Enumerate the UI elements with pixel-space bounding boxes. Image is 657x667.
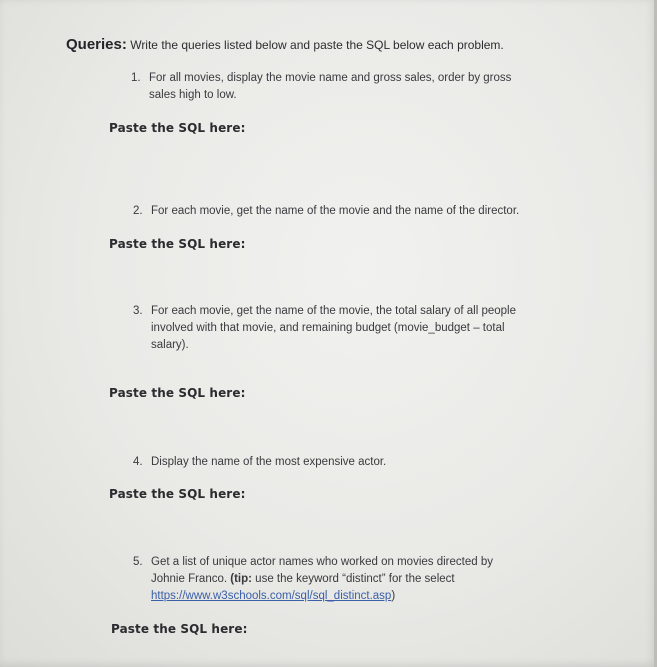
item-number: 5. <box>133 556 143 568</box>
item-text-line-1: Get a list of unique actor names who worked on movies directed by <box>151 556 493 568</box>
paste-sql-label-2: Paste the SQL here: <box>109 237 246 251</box>
item-text-line-3: salary). <box>151 339 189 351</box>
item-number: 1. <box>131 72 141 84</box>
paste-sql-label-4: Paste the SQL here: <box>109 487 246 501</box>
w3schools-link[interactable]: https://www.w3schools.com/sql/sql_distinct.asp <box>151 590 392 602</box>
item-text-line-1: For each movie, get the name of the movie and the name of the director. <box>151 205 520 217</box>
paste-sql-label-1: Paste the SQL here: <box>109 121 246 135</box>
item-text-line-3 <box>151 588 395 605</box>
tip-label: (tip: <box>230 573 252 585</box>
item-text-rest: use the keyword “distinct” for the select <box>251 573 455 585</box>
item-number: 3. <box>133 305 143 317</box>
item-number: 4. <box>133 456 143 468</box>
paste-sql-label-5: Paste the SQL here: <box>111 622 248 636</box>
link-close-paren: ) <box>391 590 396 602</box>
item-text-prefix: Johnie Franco. <box>151 573 231 585</box>
item-text-line-2: involved with that movie, and remaining budget (movie_budget – total <box>151 322 505 334</box>
queries-label: Queries: <box>66 36 127 53</box>
item-text-line-1: For all movies, display the movie name and gross sales, order by gross <box>149 72 512 84</box>
item-text-line-1: Display the name of the most expensive actor. <box>151 456 387 468</box>
paste-sql-label-3: Paste the SQL here: <box>109 386 246 400</box>
queries-heading <box>66 36 504 53</box>
queries-instructions: Write the queries listed below and paste the SQL below each problem. <box>130 38 504 52</box>
item-text-line-1: For each movie, get the name of the movie, the total salary of all people <box>151 305 517 317</box>
item-text-line-2: sales high to low. <box>149 89 237 101</box>
item-number: 2. <box>133 205 143 217</box>
item-text-line-2 <box>151 571 455 588</box>
